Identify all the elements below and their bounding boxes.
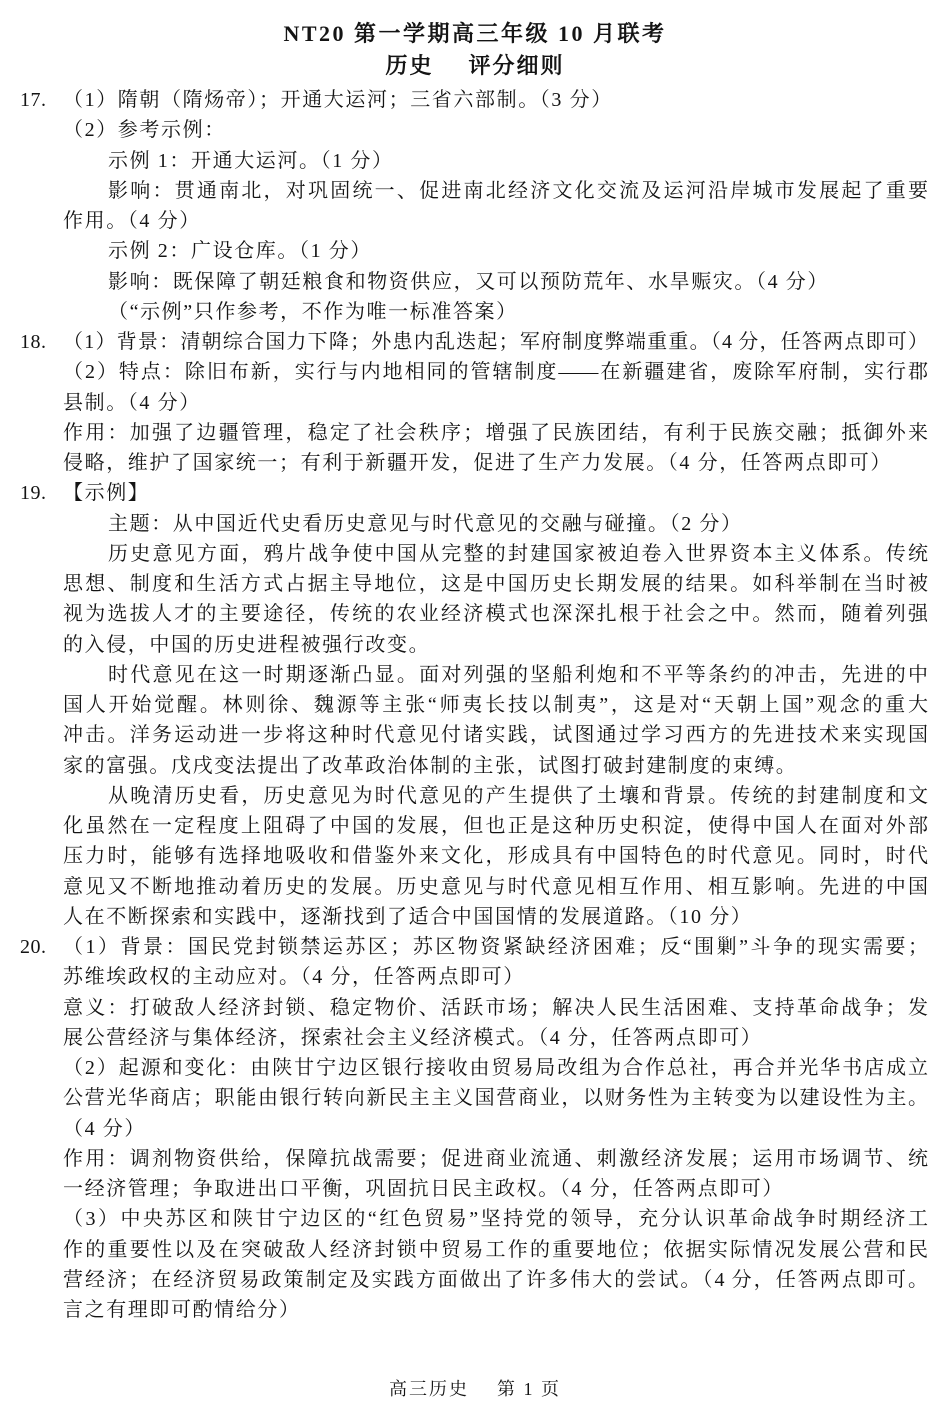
answer-line: [20, 932, 928, 962]
answer-line: 一经济管理；争取进出口平衡，巩固抗日民主政权。（4 分，任答两点即可）: [63, 1178, 784, 1200]
answer-line: 苏维埃政权的主动应对。（4 分，任答两点即可）: [63, 966, 525, 989]
answer-line: 营经济；在经济贸易政策制定及实践方面做出了许多伟大的尝试。（4 分，任答两点即可。: [63, 1268, 928, 1291]
answer-line: 公营光华商店；职能由银行转向新民主主义国营商业，以财务性为主转变为以建设性为主。: [63, 1087, 928, 1110]
answer-line: 化虽然在一定程度上阻碍了中国的发展，但也正是这种历史积淀，使得中国人在面对外部: [63, 815, 928, 837]
answer-line: [20, 327, 928, 357]
answer-line: 冲击。洋务运动进一步将这种时代意见付诸实践，试图通过学习西方的先进技术来实现国: [63, 724, 928, 747]
answer-line-text: （1）隋朝（隋炀帝）；开通大运河；三省六部制。（3 分）: [63, 89, 613, 111]
answer-line: 意义：打破敌人经济封锁、稳定物价、活跃市场；解决人民生活困难、支持革命战争；发: [63, 996, 928, 1019]
document-title: NT20 第一学期高三年级 10 月联考: [283, 21, 667, 46]
answer-line: 作用。（4 分）: [63, 210, 201, 232]
page-number: 第 1 页: [497, 1379, 561, 1399]
answer-line: 示例 2：广设仓库。（1 分）: [108, 240, 372, 263]
answer-line: 作的重要性以及在突破敌人经济封锁中贸易工作的重要地位；依据实际情况发展公营和民: [63, 1238, 928, 1261]
answer-line: 示例 1：开通大运河。（1 分）: [108, 149, 394, 172]
question-18-block: [0, 327, 950, 478]
answer-line: 作用：调剂物资供给，保障抗战需要；促进商业流通、刺激经济发展；运用市场调节、统: [63, 1147, 928, 1170]
answer-line: 主题：从中国近代史看历史意见与时代意见的交融与碰撞。（2 分）: [108, 512, 743, 535]
footer-subject: 高三历史: [389, 1379, 469, 1399]
question-number: 18.: [20, 331, 47, 353]
question-20-block: [0, 932, 950, 1325]
page-footer: [0, 1377, 950, 1401]
answer-line: （2）起源和变化：由陕甘宁边区银行接收由贸易局改组为合作总社，再合并光华书店成立: [63, 1057, 928, 1079]
answer-line: 县制。（4 分）: [63, 391, 201, 414]
answer-line: 展公营经济与集体经济，探索社会主义经济模式。（4 分，任答两点即可）: [63, 1026, 763, 1049]
answer-line: 言之有理即可酌情给分）: [63, 1299, 301, 1321]
answer-line: 侵略，维护了国家统一；有利于新疆开发，促进了生产力发展。（4 分，任答两点即可）: [63, 452, 892, 474]
answer-line: 压力时，能够有选择地吸收和借鉴外来文化，形成具有中国特色的时代意见。同时，时代: [63, 845, 928, 868]
answer-line: 作用：加强了边疆管理，稳定了社会秩序；增强了民族团结，有利于民族交融；抵御外来: [63, 421, 928, 444]
subject-label: 历史: [385, 53, 434, 78]
answer-line: 人在不断探索和实践中，逐渐找到了适合中国国情的发展道路。（10 分）: [63, 905, 753, 928]
question-number: 20.: [20, 936, 47, 958]
answer-body: [0, 85, 950, 1325]
answer-line: 的入侵，中国的历史进程被强行改变。: [63, 633, 431, 656]
answer-line: 影响：既保障了朝廷粮食和物资供应，又可以预防荒年、水旱赈灾。（4 分）: [108, 270, 829, 293]
question-number: 19.: [20, 482, 47, 505]
document-subtitle: [0, 51, 950, 81]
question-17-block: [0, 85, 950, 327]
answer-line: 视为选拔人才的主要途径，传统的农业经济模式也深深扎根于社会之中。然而，随着列强: [63, 603, 928, 626]
answer-line: 思想、制度和生活方式占据主导地位，这是中国历史长期发展的结果。如科举制在当时被: [63, 573, 928, 595]
answer-line-text: （1）背景：国民党封锁禁运苏区；苏区物资紧缺经济困难；反“围剿”斗争的现实需要；: [63, 936, 928, 958]
doc-type-label: 评分细则: [468, 53, 565, 78]
answer-line: 历史意见方面，鸦片战争使中国从完整的封建国家被迫卷入世界资本主义体系。传统: [108, 542, 928, 565]
answer-line: （2）参考示例：: [63, 119, 226, 142]
answer-line: （“示例”只作参考，不作为唯一标准答案）: [108, 300, 518, 323]
answer-line-text: （1）背景：清朝综合国力下降；外患内乱迭起；军府制度弊端重重。（4 分，任答两点即可）: [63, 331, 928, 353]
answer-line: 时代意见在这一时期逐渐凸显。面对列强的坚船利炮和不平等条约的冲击，先进的中: [108, 663, 928, 686]
answer-line: （2）特点：除旧布新，实行与内地相同的管辖制度——在新疆建省，废除军府制，实行郡: [63, 361, 928, 384]
question-number: 17.: [20, 89, 47, 111]
answer-line: 从晚清历史看，历史意见为时代意见的产生提供了土壤和背景。传统的封建制度和文: [108, 784, 928, 807]
answer-line: [20, 478, 928, 508]
answer-line: 意见又不断地推动着历史的发展。历史意见与时代意见相互作用、相互影响。先进的中国: [63, 875, 928, 898]
answer-line: 国人开始觉醒。林则徐、魏源等主张“师夷长技以制夷”，这是对“天朝上国”观念的重大: [63, 694, 928, 716]
answer-line: （4 分）: [63, 1117, 146, 1140]
answer-line-text: 【示例】: [63, 482, 150, 505]
answer-line: 家的富强。戊戌变法提出了改革政治体制的主张，试图打破封建制度的束缚。: [63, 754, 798, 777]
answer-line: [20, 85, 928, 115]
answer-line: 影响：贯通南北，对巩固统一、促进南北经济文化交流及运河沿岸城市发展起了重要: [108, 179, 928, 202]
question-19-block: [0, 478, 950, 932]
answer-line: （3）中央苏区和陕甘宁边区的“红色贸易”坚持党的领导，充分认识革命战争时期经济工: [63, 1208, 928, 1231]
